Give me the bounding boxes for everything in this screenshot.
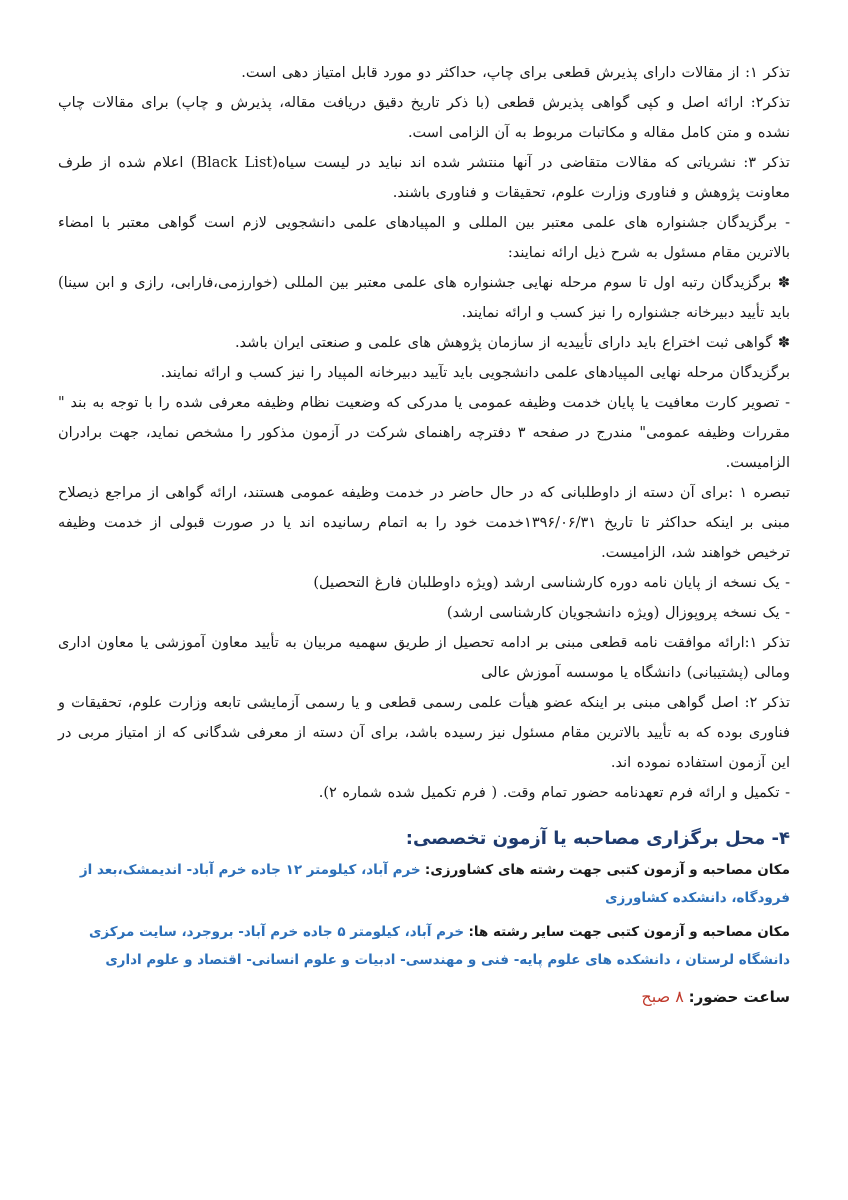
festival-winners-item: ✽ برگزیدگان رتبه اول تا سوم مرحله نهایی جشنواره های علمی معتبر بین المللی (خوارزمی،فارابی، رازی و ابن سینا) باید تأیید دبیرخانه جشنواره را نیز کسب و ارائه نمایند. [58,275,790,321]
remark-1: تبصره ۱ :برای آن دسته از داوطلبانی که در حال حاضر در خدمت وظیفه عمومی هستند، ارائه گواهی از مراجع ذیصلاح مبنی بر اینکه حداکثر تا تاریخ ۱۳۹۶/۰۶/۳۱خدمت خود را به اتمام رسانیده اند یا در صورت قبولی از خدمت وظیفه ترخیص خواهند شد، الزامیست. [58,485,791,561]
location-agriculture-label: مکان مصاحبه و آزمون کتبی جهت رشته های کشاورزی: [424,862,790,878]
location-agriculture-value: خرم آباد، کیلومتر ۱۲ جاده خرم آباد- اندیمشک،بعد از فرودگاه، دانشکده کشاورزی [79,862,790,906]
attendance-time [58,982,790,1012]
section-4-heading: ۴- محل برگزاری مصاحبه یا آزمون تخصصی: [405,828,790,849]
instructor-note-2: تذکر ۲: اصل گواهی مبنی بر اینکه عضو هیأت علمی رسمی قطعی و یا رسمی آزمایشی تابعه وزارت علوم، تحقیقات و فناوری بوده که به تأیید بالاترین مقام مسئول نیز رسیده باشد، برای آن دسته از معرفی شدگانی که از امتیاز مربی در این آزمون استفاده نموده اند. [58,695,790,771]
location-other [58,918,790,974]
note-1: تذکر ۱: از مقالات دارای پذیرش قطعی برای چاپ، حداکثر دو مورد قابل امتیاز دهی است. [241,65,790,81]
location-other-label: مکان مصاحبه و آزمون کتبی جهت سایر رشته ها: [468,924,790,940]
proposal-copy-item: - یک نسخه پروپوزال (ویژه دانشجویان کارشناسی ارشد) [446,605,790,621]
patent-item: ✽ گواهی ثبت اختراع باید دارای تأییدیه از سازمان پژوهش های علمی و صنعتی ایران باشد. [234,335,790,351]
note-2: تذکر۲: ارائه اصل و کپی گواهی پذیرش قطعی (با ذکر تاریخ دقیق دریافت مقاله، پذیرش و چاپ) برای مقالات چاپ نشده و متن کامل مقاله و مکاتبات مربوط به آن الزامی است. [58,95,790,141]
attendance-time-value: ۸ صبح [641,987,684,1006]
thesis-copy-item: - یک نسخه از پایان نامه دوره کارشناسی ارشد (ویژه داوطلبان فارغ التحصیل) [313,575,790,591]
attendance-time-label: ساعت حضور: [688,988,790,1006]
commitment-form-item: - تکمیل و ارائه فرم تعهدنامه حضور تمام وقت. ( فرم تکمیل شده شماره ۲). [318,785,790,801]
location-other-value: خرم آباد، کیلومتر ۵ جاده خرم آباد- بروجرد، سایت مرکزی دانشگاه لرستان ، دانشکده های علوم پایه- فنی و مهندسی- ادبیات و علوم انسانی- اقتصاد و علوم اداری [89,924,790,968]
location-agriculture [58,856,790,912]
note-3: تذکر ۳: نشریاتی که مقالات متقاضی در آنها منتشر شده اند نباید در لیست سیاه(Black List) اعلام شده از طرف معاونت پژوهش و فناوری وزارت علوم، تحقیقات و فناوری باشند. [58,155,790,201]
instructor-note-1: تذکر ۱:ارائه موافقت نامه قطعی مبنی بر ادامه تحصیل از طریق سهمیه مربیان به تأیید معاون آموزشی یا معاون اداری ومالی (پشتیبانی) دانشگاه یا موسسه آموزش عالی [58,635,790,681]
competition-winners-paragraph: - برگزیدگان جشنواره های علمی معتبر بین المللی و المپیادهای علمی دانشجویی لازم است گواهی معتبر با امضاء بالاترین مقام مسئول به شرح ذیل ارائه نمایند: [58,215,790,261]
military-service-paragraph: - تصویر کارت معافیت یا پایان خدمت وظیفه عمومی یا مدرکی که وضعیت نظام وظیفه معرفی شده را با توجه به بند " مقررات وظیفه عمومی" مندرج در صفحه ۳ دفترچه راهنمای شرکت در آزمون مذکور را مشخص نماید، جهت برادران الزامیست. [58,395,790,471]
olympiad-winners-paragraph: برگزیدگان مرحله نهایی المپیادهای علمی دانشجویی باید تآیید دبیرخانه المپیاد را نیز کسب و ارائه نمایند. [160,365,790,381]
